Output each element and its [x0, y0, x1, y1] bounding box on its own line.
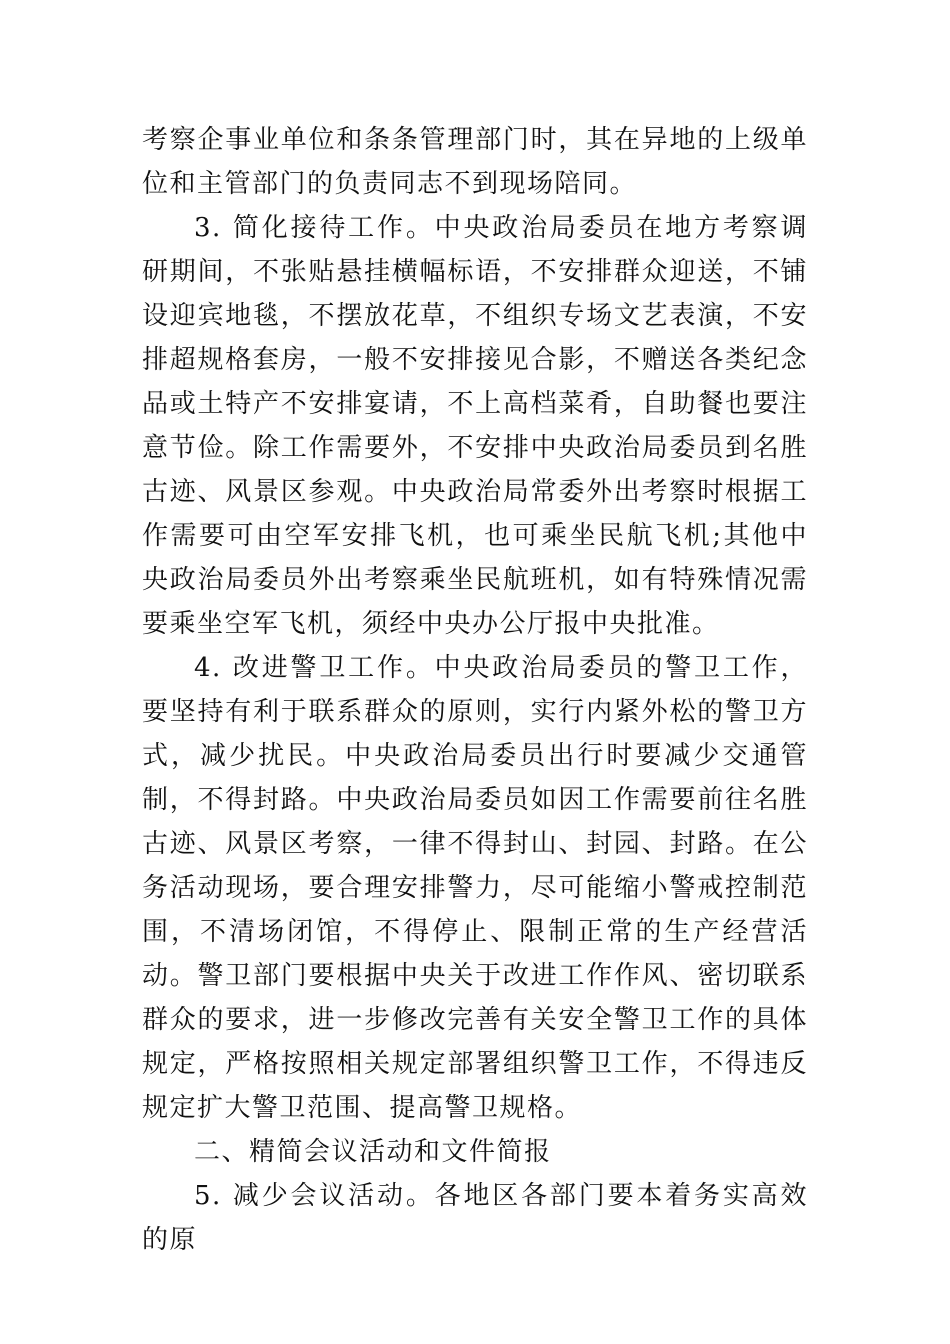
paragraph-simplify-reception: 3. 简化接待工作。中央政治局委员在地方考察调研期间，不张贴悬挂横幅标语，不安排群众迎送，不铺设迎宾地毯，不摆放花草，不组织专场文艺表演，不安排超规格套房，一般不安排接见合影，不赠送各类纪念品或土特产不安排宴请，不上高档菜肴，自助餐也要注意节俭。除工作需要外，不安排中央政治局委员到名胜古迹、风景区参观。中央政治局常委外出考察时根据工作需要可由空军安排飞机，也可乘坐民航飞机;其他中央政治局委员外出考察乘坐民航班机，如有特殊情况需要乘坐空军飞机，须经中央办公厅报中央批准。 [142, 213, 808, 639]
paragraph-reduce-meetings: 5. 减少会议活动。各地区各部门要本着务实高效的原 [142, 1181, 808, 1255]
paragraph-improve-security: 4. 改进警卫工作。中央政治局委员的警卫工作，要坚持有利于联系群众的原则，实行内紧外松的警卫方式，减少扰民。中央政治局委员出行时要减少交通管制，不得封路。中央政治局委员如因工作需要前往名胜古迹、风景区考察，一律不得封山、封园、封路。在公务活动现场，要合理安排警力，尽可能缩小警戒控制范围，不清场闭馆，不得停止、限制正常的生产经营活动。警卫部门要根据中央关于改进工作作风、密切联系群众的要求，进一步修改完善有关安全警卫工作的具体规定，严格按照相关规定部署组织警卫工作，不得违反规定扩大警卫范围、提高警卫规格。 [142, 653, 808, 1123]
paragraph-continuation: 考察企事业单位和条条管理部门时，其在异地的上级单位和主管部门的负责同志不到现场陪同。 [142, 125, 808, 199]
document-body [142, 118, 808, 1262]
section-heading-meetings: 二、精简会议活动和文件简报 [194, 1137, 552, 1167]
